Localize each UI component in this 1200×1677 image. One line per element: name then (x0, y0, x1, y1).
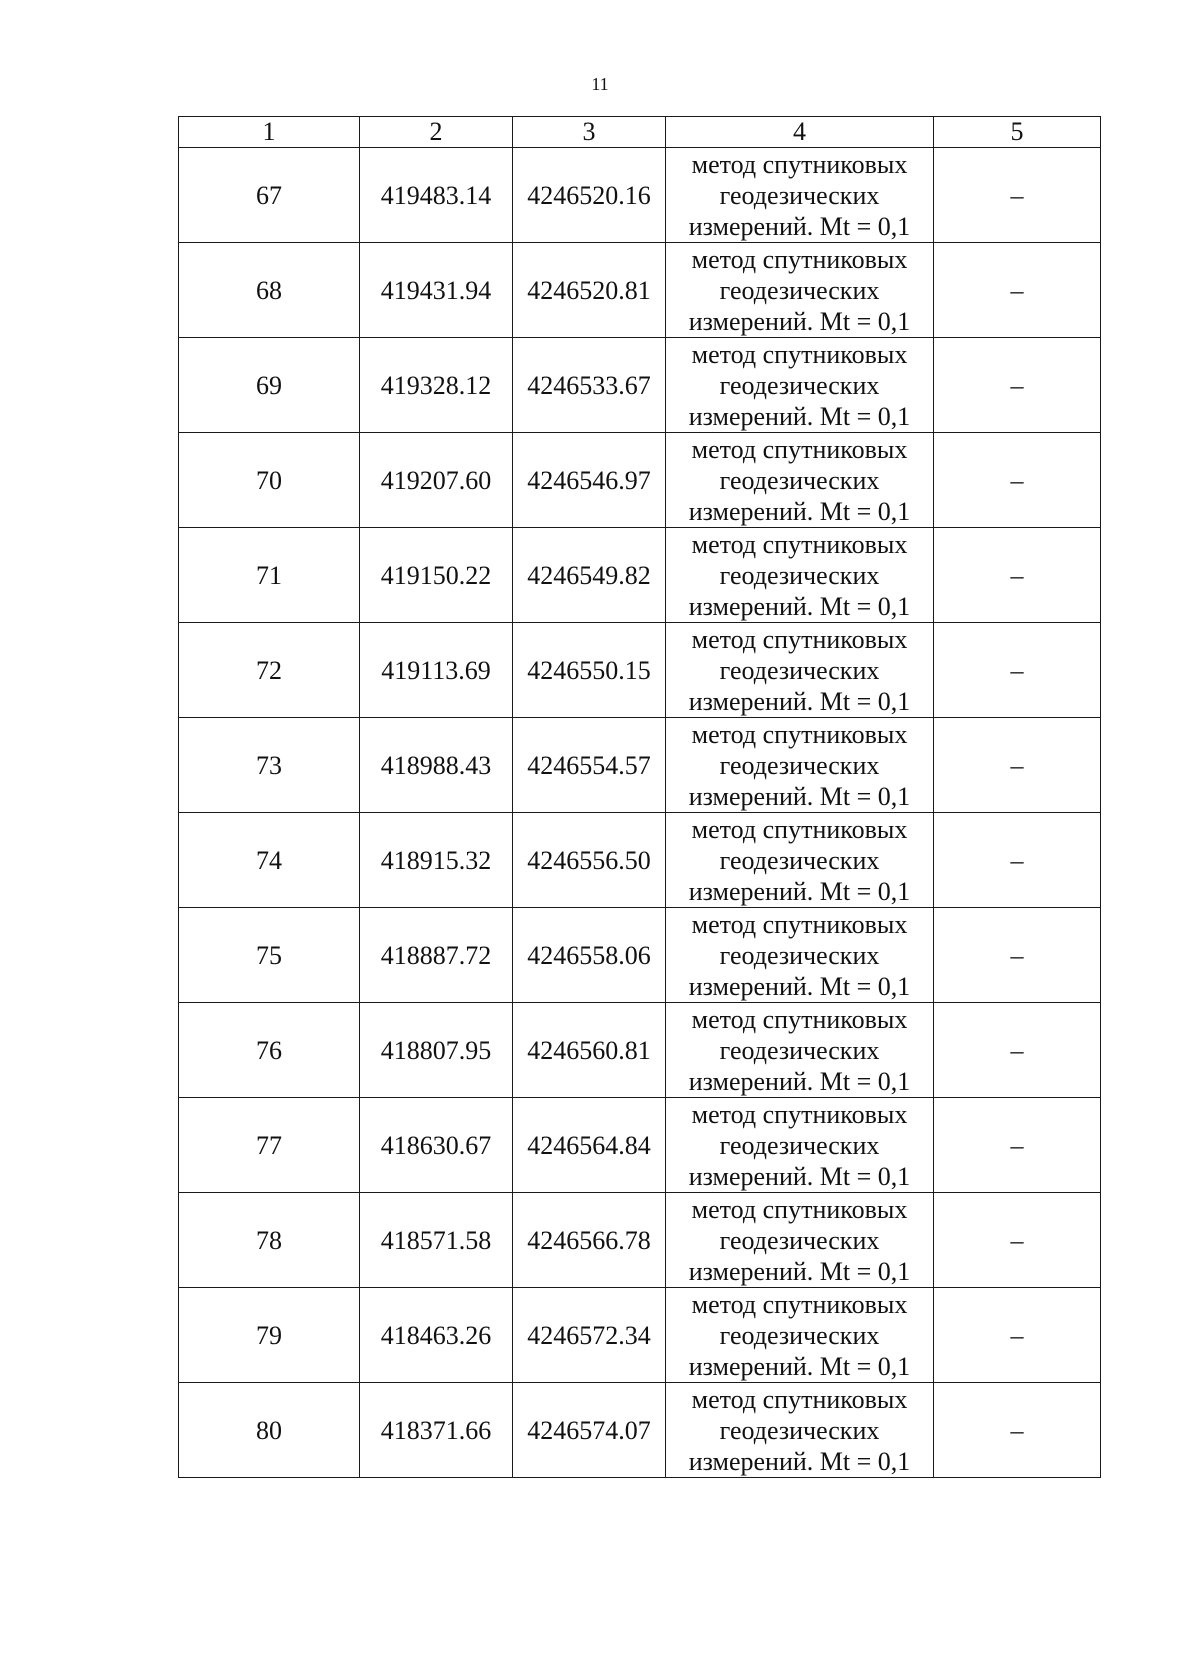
method-line: геодезических (719, 1415, 880, 1445)
table-row (179, 908, 1101, 1003)
page-number: 11 (591, 74, 609, 94)
method-line: измерений. Mt = 0,1 (688, 211, 911, 241)
method-line: геодезических (719, 750, 880, 780)
header-cell-3: 3 (513, 117, 666, 148)
y-coordinate-cell: 4246554.57 (513, 718, 666, 813)
note-cell: – (934, 433, 1101, 528)
point-number-cell: 68 (179, 243, 360, 338)
method-line: метод спутниковых (691, 244, 908, 274)
y-coordinate-cell: 4246558.06 (513, 908, 666, 1003)
point-number-cell: 77 (179, 1098, 360, 1193)
table-row (179, 148, 1101, 243)
method-line: метод спутниковых (691, 719, 908, 749)
method-line: измерений. Mt = 0,1 (688, 1351, 911, 1381)
method-line: геодезических (719, 845, 880, 875)
method-cell (666, 1288, 934, 1383)
method-line: геодезических (719, 275, 880, 305)
method-line: метод спутниковых (691, 909, 908, 939)
x-coordinate-cell: 418371.66 (360, 1383, 513, 1478)
method-line: геодезических (719, 1035, 880, 1065)
table-row (179, 1383, 1101, 1478)
note-cell: – (934, 718, 1101, 813)
point-number-cell: 79 (179, 1288, 360, 1383)
y-coordinate-cell: 4246574.07 (513, 1383, 666, 1478)
x-coordinate-cell: 419150.22 (360, 528, 513, 623)
table-row (179, 1098, 1101, 1193)
y-coordinate-cell: 4246572.34 (513, 1288, 666, 1383)
method-cell (666, 528, 934, 623)
method-line: метод спутниковых (691, 434, 908, 464)
note-cell: – (934, 528, 1101, 623)
method-line: измерений. Mt = 0,1 (688, 496, 911, 526)
method-cell (666, 1003, 934, 1098)
method-line: геодезических (719, 560, 880, 590)
table-row (179, 433, 1101, 528)
method-cell (666, 148, 934, 243)
method-line: геодезических (719, 180, 880, 210)
point-number-cell: 73 (179, 718, 360, 813)
point-number-cell: 72 (179, 623, 360, 718)
x-coordinate-cell: 418807.95 (360, 1003, 513, 1098)
method-line: измерений. Mt = 0,1 (688, 781, 911, 811)
method-cell (666, 243, 934, 338)
point-number-cell: 78 (179, 1193, 360, 1288)
point-number-cell: 71 (179, 528, 360, 623)
x-coordinate-cell: 418988.43 (360, 718, 513, 813)
method-cell (666, 623, 934, 718)
x-coordinate-cell: 419431.94 (360, 243, 513, 338)
y-coordinate-cell: 4246566.78 (513, 1193, 666, 1288)
table-row (179, 813, 1101, 908)
header-cell-4: 4 (666, 117, 934, 148)
x-coordinate-cell: 418630.67 (360, 1098, 513, 1193)
method-cell (666, 1193, 934, 1288)
method-line: метод спутниковых (691, 1099, 908, 1129)
point-number-cell: 75 (179, 908, 360, 1003)
method-line: измерений. Mt = 0,1 (688, 1256, 911, 1286)
table-row (179, 1193, 1101, 1288)
header-cell-5: 5 (934, 117, 1101, 148)
method-cell (666, 433, 934, 528)
x-coordinate-cell: 419113.69 (360, 623, 513, 718)
point-number-cell: 80 (179, 1383, 360, 1478)
header-cell-2: 2 (360, 117, 513, 148)
method-cell (666, 1383, 934, 1478)
method-line: измерений. Mt = 0,1 (688, 876, 911, 906)
x-coordinate-cell: 419328.12 (360, 338, 513, 433)
method-line: геодезических (719, 1320, 880, 1350)
x-coordinate-cell: 418571.58 (360, 1193, 513, 1288)
method-line: измерений. Mt = 0,1 (688, 1446, 911, 1476)
method-line: измерений. Mt = 0,1 (688, 686, 911, 716)
method-line: геодезических (719, 655, 880, 685)
point-number-cell: 76 (179, 1003, 360, 1098)
note-cell: – (934, 1098, 1101, 1193)
method-line: метод спутниковых (691, 1194, 908, 1224)
note-cell: – (934, 1193, 1101, 1288)
table-row (179, 338, 1101, 433)
note-cell: – (934, 148, 1101, 243)
note-cell: – (934, 908, 1101, 1003)
x-coordinate-cell: 418915.32 (360, 813, 513, 908)
method-line: измерений. Mt = 0,1 (688, 1161, 911, 1191)
method-line: измерений. Mt = 0,1 (688, 591, 911, 621)
y-coordinate-cell: 4246546.97 (513, 433, 666, 528)
note-cell: – (934, 813, 1101, 908)
method-cell (666, 718, 934, 813)
method-line: метод спутниковых (691, 624, 908, 654)
note-cell: – (934, 243, 1101, 338)
header-row (179, 117, 1101, 148)
note-cell: – (934, 623, 1101, 718)
point-number-cell: 74 (179, 813, 360, 908)
method-cell (666, 813, 934, 908)
method-line: измерений. Mt = 0,1 (688, 1066, 911, 1096)
point-number-cell: 70 (179, 433, 360, 528)
table-row (179, 718, 1101, 813)
method-cell (666, 908, 934, 1003)
point-number-cell: 67 (179, 148, 360, 243)
method-line: метод спутниковых (691, 1004, 908, 1034)
x-coordinate-cell: 418887.72 (360, 908, 513, 1003)
table-row (179, 1288, 1101, 1383)
y-coordinate-cell: 4246550.15 (513, 623, 666, 718)
note-cell: – (934, 338, 1101, 433)
x-coordinate-cell: 419483.14 (360, 148, 513, 243)
method-line: метод спутниковых (691, 1289, 908, 1319)
note-cell: – (934, 1383, 1101, 1478)
table-row (179, 1003, 1101, 1098)
method-line: метод спутниковых (691, 1384, 908, 1414)
table-row (179, 243, 1101, 338)
method-line: геодезических (719, 370, 880, 400)
point-number-cell: 69 (179, 338, 360, 433)
header-cell-1: 1 (179, 117, 360, 148)
x-coordinate-cell: 419207.60 (360, 433, 513, 528)
note-cell: – (934, 1288, 1101, 1383)
x-coordinate-cell: 418463.26 (360, 1288, 513, 1383)
y-coordinate-cell: 4246533.67 (513, 338, 666, 433)
method-line: метод спутниковых (691, 814, 908, 844)
method-line: метод спутниковых (691, 529, 908, 559)
y-coordinate-cell: 4246564.84 (513, 1098, 666, 1193)
method-line: измерений. Mt = 0,1 (688, 401, 911, 431)
method-line: метод спутниковых (691, 339, 908, 369)
method-line: геодезических (719, 1130, 880, 1160)
table-row (179, 528, 1101, 623)
y-coordinate-cell: 4246520.16 (513, 148, 666, 243)
table-header (179, 117, 1101, 148)
table-body (179, 148, 1101, 1478)
method-cell (666, 1098, 934, 1193)
method-line: геодезических (719, 940, 880, 970)
method-line: геодезических (719, 465, 880, 495)
y-coordinate-cell: 4246549.82 (513, 528, 666, 623)
y-coordinate-cell: 4246556.50 (513, 813, 666, 908)
table-row (179, 623, 1101, 718)
y-coordinate-cell: 4246520.81 (513, 243, 666, 338)
method-line: измерений. Mt = 0,1 (688, 971, 911, 1001)
y-coordinate-cell: 4246560.81 (513, 1003, 666, 1098)
note-cell: – (934, 1003, 1101, 1098)
method-line: метод спутниковых (691, 149, 908, 179)
method-line: геодезических (719, 1225, 880, 1255)
coordinates-table (178, 116, 1101, 1478)
method-line: измерений. Mt = 0,1 (688, 306, 911, 336)
method-cell (666, 338, 934, 433)
